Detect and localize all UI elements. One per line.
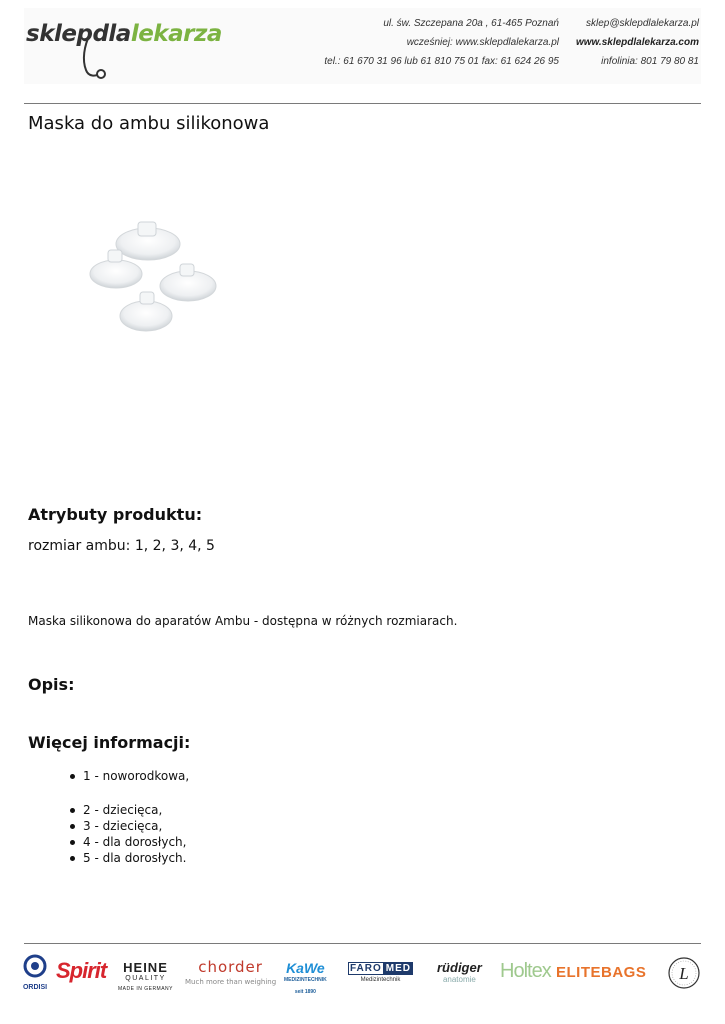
kawe-sub: MEDIZINTECHNIK <box>284 977 327 983</box>
faromed-sub: Medizintechnik <box>360 977 401 983</box>
ordisi-logo-icon <box>22 954 48 984</box>
brand-holtex[interactable] <box>500 960 551 983</box>
brand-elitebags[interactable] <box>556 964 646 981</box>
kawe-label: KaWe <box>286 960 325 976</box>
stethoscope-icon <box>70 26 190 86</box>
list-item: 5 - dla dorosłych. <box>68 850 186 866</box>
product-image <box>28 146 288 406</box>
footer-divider <box>24 943 701 944</box>
description-heading: Opis: <box>28 675 75 694</box>
page-header <box>24 8 701 84</box>
faromed-label-a: FARO <box>350 963 382 974</box>
shop-contact <box>576 14 699 71</box>
shop-logo[interactable] <box>26 20 222 70</box>
brand-spirit[interactable] <box>56 958 106 984</box>
email-link[interactable]: sklep@sklepdlalekarza.pl <box>586 18 699 29</box>
ordisi-label: ORDISI <box>22 984 48 991</box>
list-item: 2 - dziecięca, <box>68 802 186 818</box>
chorder-sub: Much more than weighing <box>185 978 277 986</box>
logo-text-dla: dla <box>92 21 131 47</box>
shop-address <box>324 14 559 71</box>
header-divider <box>24 103 701 104</box>
brand-littmann[interactable] <box>667 956 701 990</box>
littmann-label: L <box>679 964 689 983</box>
size-list <box>68 802 186 866</box>
product-title: Maska do ambu silikonowa <box>28 113 270 134</box>
brand-chorder[interactable] <box>185 960 276 990</box>
brand-ordisi[interactable] <box>22 954 48 992</box>
faromed-label-b: MED <box>385 963 412 974</box>
hotline-line: infolinia: 801 79 80 81 <box>601 56 699 67</box>
logo-text-p: p <box>76 21 93 47</box>
list-item: 1 - noworodkowa, <box>68 768 189 784</box>
heine-label: HEINE <box>123 960 168 975</box>
elitebags-label: ELITEBAGS <box>556 964 647 981</box>
chorder-label: chorder <box>198 958 263 976</box>
holtex-label: Holtex <box>500 960 551 982</box>
more-info-heading: Więcej informacji: <box>28 733 191 752</box>
product-short-description: Maska silikonowa do aparatów Ambu - dostępna w różnych rozmiarach. <box>28 614 458 628</box>
mask-shape <box>116 222 180 260</box>
brand-kawe[interactable] <box>284 962 327 998</box>
list-item: 3 - dziecięca, <box>68 818 186 834</box>
list-item: 4 - dla dorosłych, <box>68 834 186 850</box>
size-list <box>68 768 189 784</box>
attribute-label: rozmiar ambu: <box>28 538 131 554</box>
rudiger-sub: anatomie <box>442 975 476 984</box>
heine-sub2: MADE IN GERMANY <box>118 986 174 992</box>
attributes-heading: Atrybuty produktu: <box>28 505 203 524</box>
mask-shape <box>120 292 172 331</box>
faromed-wordmark <box>348 962 413 975</box>
mask-shape <box>160 264 216 301</box>
heine-sub: QUALITY <box>125 975 166 982</box>
logo-text-skle: skle <box>26 21 77 47</box>
spirit-label: Spirit <box>56 958 107 983</box>
logo-text-lekarza: lekarza <box>130 21 222 47</box>
website-link[interactable]: www.sklepdlalekarza.com <box>575 37 699 48</box>
address-line: ul. św. Szczepana 20a , 61-465 Poznań <box>383 18 559 29</box>
kawe-sub2: seit 1890 <box>294 989 316 995</box>
brand-strip <box>22 952 704 996</box>
brand-rudiger[interactable] <box>437 962 482 986</box>
attribute-value: 1, 2, 3, 4, 5 <box>134 538 215 554</box>
rudiger-label: rüdiger <box>437 960 482 975</box>
brand-faromed[interactable] <box>348 962 413 986</box>
attribute-size <box>28 538 215 554</box>
previous-site-line[interactable]: wcześniej: www.sklepdlalekarza.pl <box>406 37 559 48</box>
brand-heine[interactable] <box>118 962 173 995</box>
littmann-logo-icon <box>667 956 701 990</box>
phone-line: tel.: 61 670 31 96 lub 61 810 75 01 fax: 61 624 26 95 <box>324 56 559 67</box>
